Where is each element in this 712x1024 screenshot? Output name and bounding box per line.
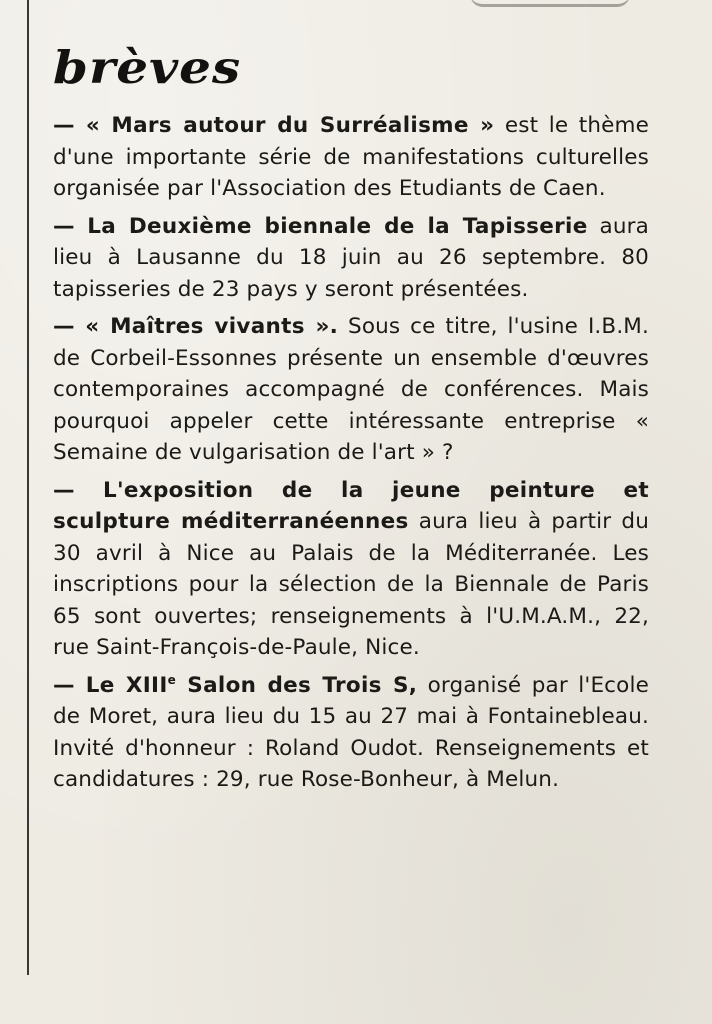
item-text: Sous ce titre, l'usine I.B.M. de Corbeil-Essonnes présente un ensemble d'œuvres contemporaines accompagné de conférences. Mais pourquoi appeler cette intéressante entreprise « Semaine de vulgarisation de l'art » ? (53, 314, 649, 465)
news-item-surrealisme (53, 110, 649, 205)
breves-column (53, 40, 649, 802)
item-lead: « Maîtres vivants ». (85, 314, 339, 339)
item-lead: L'exposition de la jeune peinture et sculpture méditerranéennes (53, 477, 649, 534)
item-lead: « Mars autour du Surréalisme » (85, 113, 495, 138)
news-item-exposition (53, 475, 649, 664)
cropped-text-fragment (470, 0, 630, 7)
item-lead: La Deuxième biennale de la Tapisserie (87, 213, 588, 239)
news-item-salon-trois-s (53, 670, 649, 796)
item-dash: — (53, 113, 86, 138)
column-rule (27, 0, 29, 975)
item-dash: — (53, 672, 86, 698)
item-lead-text: Le XIII (85, 672, 168, 698)
item-text: aura lieu à Lausanne du 18 juin au 26 septembre. 80 tapisseries de 23 pays y seront présentées. (53, 213, 649, 302)
section-heading: brèves (53, 40, 242, 94)
item-text: est le thème d'une importante série de manifestations culturelles organisée par l'Association des Etudiants de Caen. (53, 113, 649, 201)
item-text: organisé par l'Ecole de Moret, aura lieu du 15 au 27 mai à Fontainebleau. Invité d'honneur : Roland Oudot. Renseignements et candidatures : 29, rue Rose-Bonheur, à Melun. (53, 672, 649, 792)
item-lead-superscript: e (167, 672, 177, 687)
news-item-maitres-vivants (53, 311, 649, 469)
item-dash: — (53, 314, 86, 339)
item-lead-text-rest: Salon des Trois S, (176, 672, 418, 698)
item-dash: — (53, 477, 104, 503)
news-item-tapisserie (53, 211, 649, 306)
item-text: aura lieu à partir du 30 avril à Nice au Palais de la Méditerranée. Les inscriptions pour la sélection de la Biennale de Paris 65 sont ouvertes; renseignements à l'U.M.A.M., 22, rue Saint-François-de-Paule, Nice. (53, 509, 649, 660)
item-lead (86, 673, 417, 698)
item-dash: — (53, 213, 88, 239)
